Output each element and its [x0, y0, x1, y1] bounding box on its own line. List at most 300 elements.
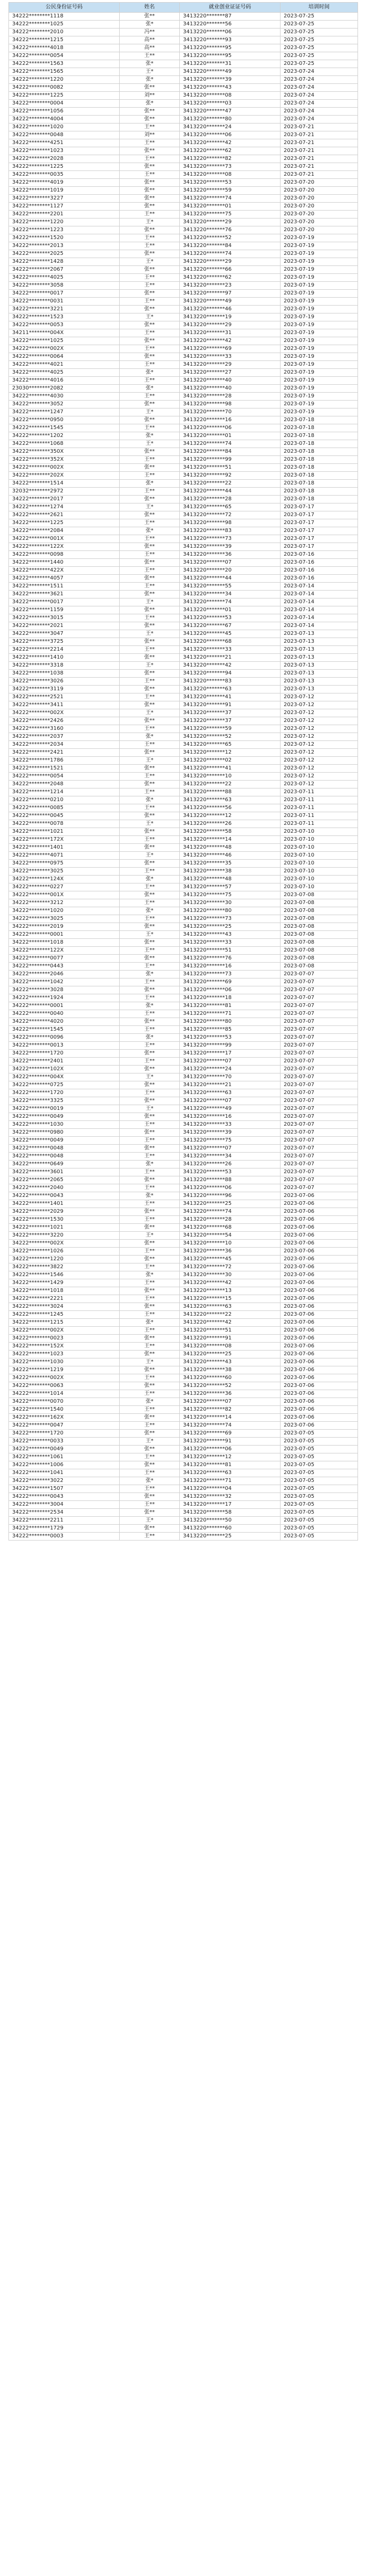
id-cell: 34222********3411: [9, 701, 120, 709]
table-row: [9, 781, 358, 788]
id-cell: 34222********1530: [9, 1216, 120, 1224]
id-cell: 34222********1523: [9, 313, 120, 321]
cert-cell: 3413220*******58: [180, 1509, 281, 1517]
id-cell: 34222********4021: [9, 361, 120, 369]
table-row: [9, 709, 358, 717]
table-row: [9, 583, 358, 591]
cert-cell: 3413220*******24: [180, 123, 281, 131]
id-cell: 34222********004X: [9, 1073, 120, 1081]
id-cell: 34222********1220: [9, 1256, 120, 1263]
id-cell: 34222********3220: [9, 1232, 120, 1240]
id-cell: 34222********002X: [9, 1327, 120, 1335]
name-cell: 张*: [120, 971, 180, 978]
name-cell: 王*: [120, 1232, 180, 1240]
id-cell: 34222********0098: [9, 551, 120, 559]
id-cell: 34222********1159: [9, 606, 120, 614]
cert-cell: 3413220*******63: [180, 686, 281, 693]
date-cell: 2023-07-17: [281, 535, 358, 543]
cert-cell: 3413220*******37: [180, 709, 281, 717]
table-row: [9, 788, 358, 796]
name-cell: 张*: [120, 432, 180, 440]
name-cell: 王**: [120, 1453, 180, 1461]
name-cell: 刘**: [120, 92, 180, 100]
id-cell: 34222********0053: [9, 321, 120, 329]
name-cell: 王**: [120, 377, 180, 385]
cert-cell: 3413220*******84: [180, 448, 281, 456]
id-cell: 34222********1021: [9, 828, 120, 836]
table-row: [9, 915, 358, 923]
cert-cell: 3413220*******14: [180, 1414, 281, 1422]
date-cell: 2023-07-08: [281, 963, 358, 971]
name-cell: 张**: [120, 1224, 180, 1232]
cert-cell: 3413220*******65: [180, 503, 281, 511]
cert-cell: 3413220*******73: [180, 535, 281, 543]
date-cell: 2023-07-05: [281, 1517, 358, 1525]
cert-cell: 3413220*******18: [180, 994, 281, 1002]
name-cell: 王**: [120, 1010, 180, 1018]
cert-cell: 3413220*******26: [180, 820, 281, 828]
name-cell: 张**: [120, 1018, 180, 1026]
id-cell: 34222********0013: [9, 1042, 120, 1050]
id-cell: 34222********3160: [9, 725, 120, 733]
cert-cell: 3413220*******91: [180, 1335, 281, 1343]
date-cell: 2023-07-06: [281, 1311, 358, 1319]
id-cell: 34222********3325: [9, 1097, 120, 1105]
name-cell: 张**: [120, 1382, 180, 1390]
date-cell: 2023-07-06: [281, 1343, 358, 1351]
table-row: [9, 258, 358, 266]
table-row: [9, 100, 358, 108]
name-cell: 王**: [120, 139, 180, 147]
cert-cell: 3413220*******36: [180, 1248, 281, 1256]
id-cell: 34222********3024: [9, 1303, 120, 1311]
date-cell: 2023-07-10: [281, 883, 358, 891]
id-cell: 34222********002X: [9, 709, 120, 717]
name-cell: 王**: [120, 1248, 180, 1256]
name-cell: 张**: [120, 108, 180, 116]
table-row: [9, 345, 358, 353]
cert-cell: 3413220*******80: [180, 1018, 281, 1026]
id-cell: 34222********0048: [9, 1145, 120, 1153]
cert-cell: 3413220*******42: [180, 337, 281, 345]
id-cell: 34222********1511: [9, 583, 120, 591]
cert-cell: 3413220*******10: [180, 1240, 281, 1248]
table-row: [9, 1010, 358, 1018]
date-cell: 2023-07-17: [281, 519, 358, 527]
table-row: [9, 1058, 358, 1066]
table-row: [9, 401, 358, 408]
date-cell: 2023-07-06: [281, 1414, 358, 1422]
date-cell: 2023-07-21: [281, 131, 358, 139]
id-cell: 34222********1030: [9, 1358, 120, 1366]
name-cell: 王**: [120, 1089, 180, 1097]
name-cell: 王*: [120, 1438, 180, 1446]
table-row: [9, 1461, 358, 1469]
name-cell: 王**: [120, 646, 180, 654]
name-cell: 王**: [120, 994, 180, 1002]
table-row: [9, 1018, 358, 1026]
date-cell: 2023-07-06: [281, 1319, 358, 1327]
table-row: [9, 757, 358, 765]
name-cell: 张**: [120, 13, 180, 21]
id-cell: 34222********2013: [9, 242, 120, 250]
name-cell: 张**: [120, 1351, 180, 1358]
table-row: [9, 551, 358, 559]
cert-cell: 3413220*******43: [180, 1358, 281, 1366]
id-cell: 34222********1019: [9, 187, 120, 195]
name-cell: 张**: [120, 986, 180, 994]
cert-cell: 3413220*******01: [180, 606, 281, 614]
table-row: [9, 1081, 358, 1089]
table-row: [9, 408, 358, 416]
name-cell: 王**: [120, 472, 180, 480]
cert-cell: 3413220*******06: [180, 1446, 281, 1453]
name-cell: 张**: [120, 195, 180, 203]
date-cell: 2023-07-19: [281, 234, 358, 242]
date-cell: 2023-07-07: [281, 1050, 358, 1058]
table-row: [9, 1430, 358, 1438]
table-row: [9, 986, 358, 994]
name-cell: 张**: [120, 686, 180, 693]
date-cell: 2023-07-25: [281, 44, 358, 52]
table-row: [9, 1002, 358, 1010]
table-row: [9, 282, 358, 290]
name-cell: 张*: [120, 1271, 180, 1279]
cert-cell: 3413220*******28: [180, 496, 281, 503]
cert-cell: 3413220*******94: [180, 670, 281, 678]
table-row: [9, 678, 358, 686]
id-cell: 34222********3028: [9, 986, 120, 994]
name-cell: 王**: [120, 567, 180, 575]
date-cell: 2023-07-16: [281, 575, 358, 583]
id-cell: 34222********3725: [9, 638, 120, 646]
id-cell: 34222********0043: [9, 1192, 120, 1200]
date-cell: 2023-07-19: [281, 313, 358, 321]
id-cell: 34222********1061: [9, 1453, 120, 1461]
date-cell: 2023-07-07: [281, 1105, 358, 1113]
table-row: [9, 1517, 358, 1525]
table-row: [9, 741, 358, 749]
id-cell: 34222********0078: [9, 820, 120, 828]
cert-cell: 3413220*******07: [180, 1097, 281, 1105]
cert-cell: 3413220*******75: [180, 891, 281, 899]
name-cell: 王**: [120, 329, 180, 337]
name-cell: 王**: [120, 693, 180, 701]
date-cell: 2023-07-07: [281, 1034, 358, 1042]
date-cell: 2023-07-08: [281, 955, 358, 963]
date-cell: 2023-07-08: [281, 923, 358, 931]
cert-cell: 3413220*******16: [180, 963, 281, 971]
id-cell: 34222********2037: [9, 733, 120, 741]
date-cell: 2023-07-08: [281, 915, 358, 923]
cert-cell: 3413220*******16: [180, 1113, 281, 1121]
id-cell: 34222********1428: [9, 258, 120, 266]
cert-cell: 3413220*******53: [180, 1168, 281, 1176]
id-cell: 34222********1018: [9, 1287, 120, 1295]
table-row: [9, 440, 358, 448]
cert-cell: 3413220*******29: [180, 218, 281, 226]
table-row: [9, 1311, 358, 1319]
cert-cell: 3413220*******88: [180, 1176, 281, 1184]
id-cell: 34222********3047: [9, 630, 120, 638]
id-cell: 34222********1038: [9, 670, 120, 678]
name-cell: 王**: [120, 393, 180, 401]
id-cell: 34222********1006: [9, 1461, 120, 1469]
id-cell: 34222********0048: [9, 131, 120, 139]
name-cell: 张**: [120, 321, 180, 329]
date-cell: 2023-07-19: [281, 393, 358, 401]
date-cell: 2023-07-13: [281, 662, 358, 670]
cert-cell: 3413220*******08: [180, 171, 281, 179]
date-cell: 2023-07-14: [281, 622, 358, 630]
id-cell: 34222********0443: [9, 963, 120, 971]
date-cell: 2023-07-24: [281, 108, 358, 116]
training-roster-table: [8, 2, 358, 1541]
name-cell: 王**: [120, 804, 180, 812]
id-cell: 34222********2084: [9, 527, 120, 535]
date-cell: 2023-07-07: [281, 1121, 358, 1129]
table-row: [9, 1374, 358, 1382]
id-cell: 34222********2048: [9, 781, 120, 788]
id-cell: 34222********1127: [9, 203, 120, 211]
table-row: [9, 234, 358, 242]
id-cell: 34222********352X: [9, 456, 120, 464]
date-cell: 2023-07-06: [281, 1358, 358, 1366]
date-cell: 2023-07-14: [281, 598, 358, 606]
date-cell: 2023-07-24: [281, 92, 358, 100]
name-cell: 张**: [120, 1414, 180, 1422]
date-cell: 2023-07-19: [281, 408, 358, 416]
cert-cell: 3413220*******44: [180, 488, 281, 496]
table-row: [9, 1422, 358, 1430]
cert-cell: 3413220*******56: [180, 804, 281, 812]
date-cell: 2023-07-10: [281, 868, 358, 876]
name-cell: 张**: [120, 1050, 180, 1058]
date-cell: 2023-07-18: [281, 472, 358, 480]
table-row: [9, 448, 358, 456]
name-cell: 张**: [120, 622, 180, 630]
name-cell: 王**: [120, 1153, 180, 1161]
id-cell: 34222********3621: [9, 591, 120, 598]
date-cell: 2023-07-08: [281, 939, 358, 947]
cert-cell: 3413220*******46: [180, 852, 281, 860]
cert-cell: 3413220*******95: [180, 44, 281, 52]
name-cell: 王**: [120, 1121, 180, 1129]
date-cell: 2023-07-12: [281, 781, 358, 788]
cert-cell: 3413220*******51: [180, 1327, 281, 1335]
name-cell: 王*: [120, 1358, 180, 1366]
cert-cell: 3413220*******19: [180, 313, 281, 321]
cert-cell: 3413220*******45: [180, 630, 281, 638]
table-row: [9, 171, 358, 179]
id-cell: 34222********0047: [9, 1422, 120, 1430]
id-cell: 34222********0975: [9, 860, 120, 868]
table-row: [9, 955, 358, 963]
table-row: [9, 1358, 358, 1366]
cert-cell: 3413220*******40: [180, 385, 281, 393]
table-row: [9, 1216, 358, 1224]
id-cell: 23030********2082: [9, 385, 120, 393]
date-cell: 2023-07-19: [281, 361, 358, 369]
date-cell: 2023-07-16: [281, 559, 358, 567]
id-cell: 34222********1245: [9, 1311, 120, 1319]
name-cell: 张**: [120, 1256, 180, 1263]
date-cell: 2023-07-19: [281, 266, 358, 274]
cert-cell: 3413220*******48: [180, 876, 281, 883]
table-row: [9, 1121, 358, 1129]
date-cell: 2023-07-07: [281, 1129, 358, 1137]
id-cell: 34222********4057: [9, 575, 120, 583]
name-cell: 张*: [120, 60, 180, 68]
id-cell: 34222********1018: [9, 939, 120, 947]
table-row: [9, 1303, 358, 1311]
name-cell: 王**: [120, 741, 180, 749]
date-cell: 2023-07-10: [281, 844, 358, 852]
table-row: [9, 139, 358, 147]
id-cell: 34222********0048: [9, 1153, 120, 1161]
date-cell: 2023-07-07: [281, 1042, 358, 1050]
id-cell: 34222********1507: [9, 1485, 120, 1493]
id-cell: 34222********172X: [9, 836, 120, 844]
date-cell: 2023-07-24: [281, 76, 358, 84]
date-cell: 2023-07-18: [281, 464, 358, 472]
id-cell: 34222********2065: [9, 1176, 120, 1184]
id-cell: 34222********0725: [9, 1081, 120, 1089]
date-cell: 2023-07-06: [281, 1232, 358, 1240]
date-cell: 2023-07-06: [281, 1398, 358, 1406]
table-row: [9, 1469, 358, 1477]
id-cell: 34222********1021: [9, 1224, 120, 1232]
name-cell: 王**: [120, 1184, 180, 1192]
id-cell: 34222********4251: [9, 139, 120, 147]
name-cell: 王**: [120, 1406, 180, 1414]
table-row: [9, 1184, 358, 1192]
name-cell: 张**: [120, 84, 180, 92]
table-row: [9, 274, 358, 282]
table-row: [9, 670, 358, 678]
table-row: [9, 179, 358, 187]
table-row: [9, 1327, 358, 1335]
date-cell: 2023-07-14: [281, 606, 358, 614]
table-row: [9, 195, 358, 203]
table-row: [9, 472, 358, 480]
cert-cell: 3413220*******74: [180, 250, 281, 258]
cert-cell: 3413220*******33: [180, 353, 281, 361]
name-cell: 王**: [120, 1311, 180, 1319]
name-cell: 张**: [120, 1287, 180, 1295]
name-cell: 王**: [120, 899, 180, 907]
id-cell: 34222********001X: [9, 535, 120, 543]
id-cell: 34222********1401: [9, 1200, 120, 1208]
cert-cell: 3413220*******71: [180, 1477, 281, 1485]
name-cell: 王*: [120, 1517, 180, 1525]
cert-cell: 3413220*******42: [180, 662, 281, 670]
table-row: [9, 535, 358, 543]
cert-cell: 3413220*******55: [180, 583, 281, 591]
cert-cell: 3413220*******43: [180, 84, 281, 92]
date-cell: 2023-07-07: [281, 1145, 358, 1153]
id-cell: 34222********4030: [9, 393, 120, 401]
date-cell: 2023-07-20: [281, 226, 358, 234]
table-row: [9, 1026, 358, 1034]
table-row: [9, 92, 358, 100]
table-row: [9, 828, 358, 836]
id-cell: 34222********202X: [9, 472, 120, 480]
name-cell: 王**: [120, 274, 180, 282]
id-cell: 34222********4020: [9, 1018, 120, 1026]
cert-cell: 3413220*******49: [180, 1105, 281, 1113]
name-cell: 王**: [120, 883, 180, 891]
table-row: [9, 226, 358, 234]
table-row: [9, 242, 358, 250]
id-cell: 34222********2201: [9, 211, 120, 218]
name-cell: 张**: [120, 1366, 180, 1374]
id-cell: 34222********4016: [9, 377, 120, 385]
date-cell: 2023-07-05: [281, 1501, 358, 1509]
id-cell: 34222********1520: [9, 234, 120, 242]
date-cell: 2023-07-06: [281, 1295, 358, 1303]
name-cell: 王*: [120, 757, 180, 765]
table-row: [9, 1390, 358, 1398]
id-cell: 34222********1401: [9, 844, 120, 852]
cert-cell: 3413220*******70: [180, 1073, 281, 1081]
date-cell: 2023-07-08: [281, 931, 358, 939]
date-cell: 2023-07-17: [281, 543, 358, 551]
date-cell: 2023-07-18: [281, 440, 358, 448]
name-cell: 张**: [120, 179, 180, 187]
table-row: [9, 1485, 358, 1493]
cert-cell: 3413220*******06: [180, 28, 281, 36]
id-cell: 34222********1220: [9, 218, 120, 226]
cert-cell: 3413220*******73: [180, 971, 281, 978]
cert-cell: 3413220*******83: [180, 678, 281, 686]
name-cell: 王*: [120, 820, 180, 828]
cert-cell: 3413220*******41: [180, 693, 281, 701]
table-row: [9, 116, 358, 123]
cert-cell: 3413220*******93: [180, 36, 281, 44]
date-cell: 2023-07-05: [281, 1453, 358, 1461]
table-row: [9, 329, 358, 337]
date-cell: 2023-07-19: [281, 250, 358, 258]
cert-cell: 3413220*******91: [180, 1438, 281, 1446]
id-cell: 34222********0063: [9, 1382, 120, 1390]
name-cell: 王**: [120, 551, 180, 559]
date-cell: 2023-07-19: [281, 329, 358, 337]
name-cell: 张**: [120, 496, 180, 503]
id-cell: 34211********004X: [9, 329, 120, 337]
name-cell: 张**: [120, 654, 180, 662]
date-cell: 2023-07-20: [281, 187, 358, 195]
table-row: [9, 464, 358, 472]
name-cell: 王*: [120, 68, 180, 76]
table-row: [9, 1240, 358, 1248]
date-cell: 2023-07-25: [281, 28, 358, 36]
name-cell: 张**: [120, 1066, 180, 1073]
table-row: [9, 353, 358, 361]
name-cell: 张**: [120, 638, 180, 646]
name-cell: 王**: [120, 1137, 180, 1145]
date-cell: 2023-07-25: [281, 60, 358, 68]
date-cell: 2023-07-19: [281, 353, 358, 361]
id-cell: 34222********0077: [9, 955, 120, 963]
id-cell: 34222********1410: [9, 654, 120, 662]
cert-cell: 3413220*******26: [180, 1161, 281, 1168]
cert-cell: 3413220*******34: [180, 1153, 281, 1161]
table-row: [9, 60, 358, 68]
id-cell: 34222********2029: [9, 1208, 120, 1216]
table-row: [9, 203, 358, 211]
table-row: [9, 686, 358, 693]
